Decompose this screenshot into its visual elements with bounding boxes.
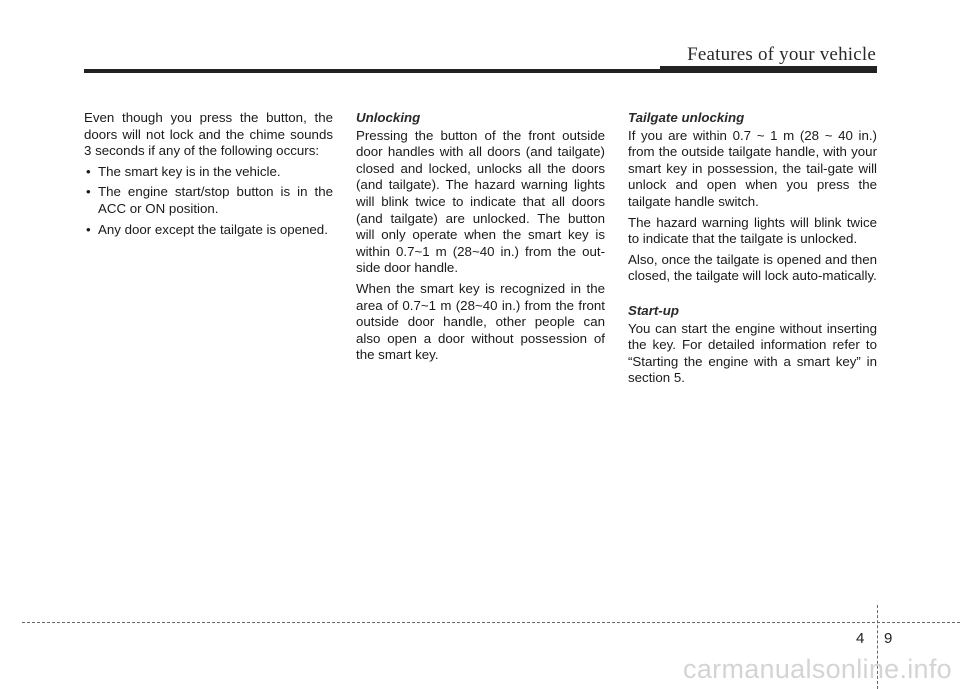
text-column-3 bbox=[628, 110, 877, 391]
list-item: • The smart key is in the vehicle. bbox=[84, 164, 333, 181]
paragraph: You can start the engine without inserting the key. For detailed information refer to “Starting the engine with a smart key” in section 5. bbox=[628, 320, 877, 386]
page-number: 9 bbox=[884, 630, 893, 647]
list-item: • The engine start/stop button is in the ACC or ON position. bbox=[84, 184, 333, 217]
paragraph: The hazard warning lights will blink twice to indicate that the tailgate is unlocked. bbox=[628, 214, 877, 247]
section-heading-tailgate-unlocking: Tailgate unlocking bbox=[628, 110, 745, 125]
paragraph: When the smart key is recognized in the area of 0.7~1 m (28~40 in.) from the front outside door handle, other people can also open a door without possession of the smart key. bbox=[356, 280, 605, 363]
watermark: carmanualsonline.info bbox=[683, 654, 952, 684]
header-rule-accent bbox=[660, 66, 877, 73]
intro-paragraph: Even though you press the button, the doors will not lock and the chime sounds 3 seconds if any of the following occurs: bbox=[84, 110, 333, 159]
paragraph: If you are within 0.7 ~ 1 m (28 ~ 40 in.) from the outside tailgate handle, with your smart key in possession, the tail-gate will unlock and open when you press the tailgate handle switch. bbox=[628, 127, 877, 209]
text-column-2 bbox=[356, 110, 605, 368]
footer-dashed-rule bbox=[22, 622, 960, 623]
section-heading-unlocking: Unlocking bbox=[356, 110, 421, 125]
paragraph: Pressing the button of the front outside door handles with all doors (and tailgate) closed and locked, unlocks all the doors (and tailgate). The hazard warning lights will blink twice to indicate that all doors (and tailgate) are unlocked. The button will only operate when the smart key is within 0.7~1 m (28~40 in.) from the out-side door handle. bbox=[356, 127, 605, 276]
condition-list bbox=[84, 164, 333, 238]
section-heading-start-up: Start-up bbox=[628, 302, 679, 318]
running-header-title: Features of your vehicle bbox=[687, 44, 876, 65]
text-column-1 bbox=[84, 110, 333, 242]
list-item: • Any door except the tailgate is opened. bbox=[84, 222, 333, 239]
chapter-number: 4 bbox=[856, 630, 865, 647]
paragraph: Also, once the tailgate is opened and then closed, the tailgate will lock auto-matically. bbox=[628, 251, 877, 284]
